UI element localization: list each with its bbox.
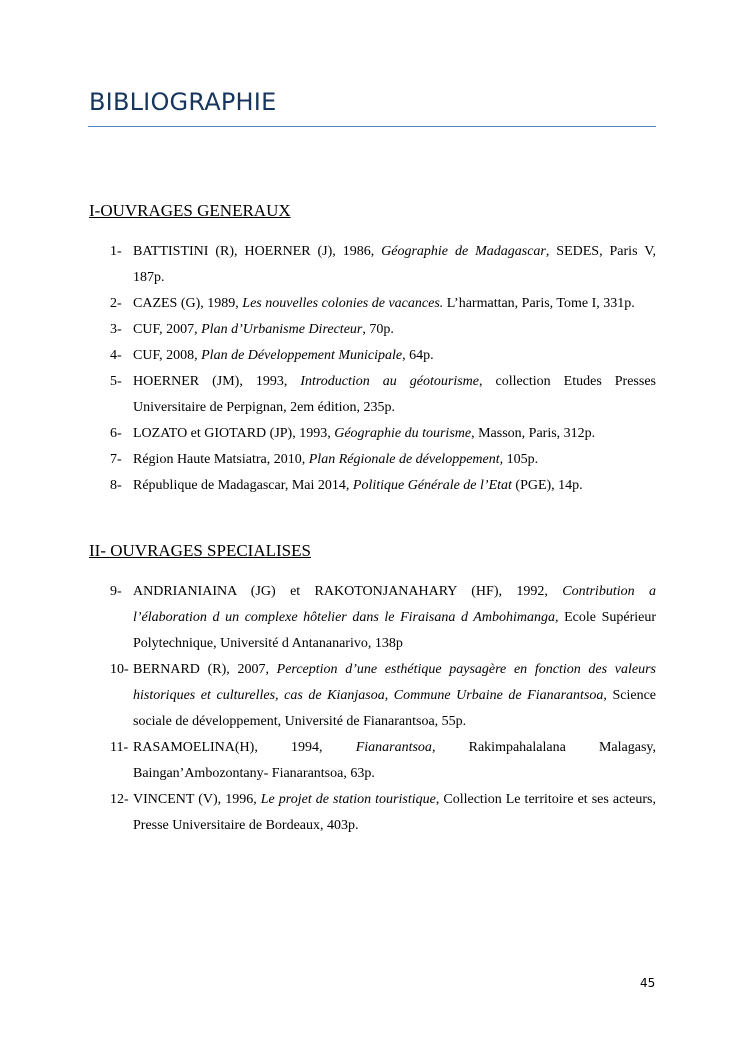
entry-title: Fianarantsoa [355, 740, 432, 755]
entry-details: , Rakimpahalalana Malagasy, Baingan’Ambozontany- Fianarantsoa, 63p. [133, 740, 657, 781]
bibliography-entry [88, 291, 656, 317]
bibliography-list-specialised [88, 579, 656, 839]
entry-text: BATTISTINI (R), HOERNER (J), 1986, [133, 244, 382, 259]
entry-details: , Masson, Paris, 312p. [471, 426, 596, 441]
bibliography-entry [88, 787, 656, 839]
entry-title: Plan Régionale de développement, [308, 452, 504, 467]
bibliography-entry [88, 317, 656, 343]
entry-details: , collection Etudes Presses Universitaire de Perpignan, 2em édition, 235p. [133, 374, 656, 415]
bibliography-list-general [88, 239, 656, 499]
entry-text: CAZES (G), 1989, [133, 296, 243, 311]
bibliography-entry [88, 735, 656, 787]
entry-text: ANDRIANIAINA (JG) et RAKOTONJANAHARY (HF), 1992, [133, 584, 563, 599]
entry-text: République de Madagascar, Mai 2014, [133, 478, 353, 493]
entry-details: L’harmattan, Paris, Tome I, 331p. [443, 296, 635, 311]
section-heading-general: I-OUVRAGES GENERAUX [89, 201, 291, 220]
entry-title: Les nouvelles colonies de vacances. [242, 296, 444, 311]
entry-title: Perception d’une esthétique paysagère en fonction des valeurs historiques et culturelles, cas de Kianjasoa, Commune Urbaine de Fianarantsoa [133, 662, 657, 703]
entry-number: 9- [110, 584, 122, 599]
bibliography-entry [88, 421, 656, 447]
entry-title: Contribution a l’élaboration d un complexe hôtelier dans le Firaisana d Ambohimanga [133, 584, 656, 625]
entry-text: CUF, 2007, [133, 322, 202, 337]
entry-details: , 64p. [402, 348, 434, 363]
entry-details: , Science sociale de développement, Université de Fianarantsoa, 55p. [133, 688, 656, 729]
entry-number: 12- [110, 792, 129, 807]
bibliography-entry [88, 239, 656, 291]
entry-text: HOERNER (JM), 1993, [133, 374, 301, 389]
entry-number: 4- [110, 348, 122, 363]
bibliography-entry [88, 369, 656, 421]
entry-number: 7- [110, 452, 122, 467]
entry-number: 10- [110, 662, 129, 677]
section-heading-specialised: II- OUVRAGES SPECIALISES [89, 541, 311, 560]
bibliography-entry [88, 473, 656, 499]
entry-text: Région Haute Matsiatra, 2010, [133, 452, 309, 467]
entry-title: Le projet de station touristique [260, 792, 436, 807]
entry-title: Politique Générale de l’Etat [352, 478, 512, 493]
entry-details: , 70p. [362, 322, 394, 337]
entry-number: 5- [110, 374, 122, 389]
entry-title: Introduction au géotourisme [300, 374, 479, 389]
entry-number: 1- [110, 244, 122, 259]
entry-text: CUF, 2008, [133, 348, 202, 363]
entry-text: LOZATO et GIOTARD (JP), 1993, [133, 426, 335, 441]
bibliography-entry [88, 343, 656, 369]
entry-number: 11- [110, 740, 129, 755]
page-number: 45 [640, 976, 656, 990]
title-underline-rule [88, 126, 656, 127]
entry-number: 8- [110, 478, 122, 493]
entry-number: 3- [110, 322, 122, 337]
entry-details: (PGE), 14p. [511, 478, 583, 493]
entry-text: BERNARD (R), 2007, [133, 662, 277, 677]
entry-title: Géographie du tourisme [334, 426, 472, 441]
entry-number: 2- [110, 296, 122, 311]
entry-title: Géographie de Madagascar [381, 244, 546, 259]
entry-details: , Collection Le territoire et ses acteurs, Presse Universitaire de Bordeaux, 403p. [133, 792, 657, 833]
entry-details: , SEDES, Paris V, 187p. [133, 244, 657, 285]
page-title: BIBLIOGRAPHIE [89, 88, 277, 116]
entry-title: Plan d’Urbanisme Directeur [201, 322, 363, 337]
entry-number: 6- [110, 426, 122, 441]
entry-details: 105p. [503, 452, 539, 467]
entry-text: RASAMOELINA(H), 1994, [133, 740, 356, 755]
bibliography-entry [88, 657, 656, 735]
bibliography-entry [88, 447, 656, 473]
entry-title: Plan de Développement Municipale [201, 348, 403, 363]
entry-text: VINCENT (V), 1996, [133, 792, 261, 807]
entry-details: , Ecole Supérieur Polytechnique, Université d Antananarivo, 138p [133, 610, 657, 651]
bibliography-entry [88, 579, 656, 657]
